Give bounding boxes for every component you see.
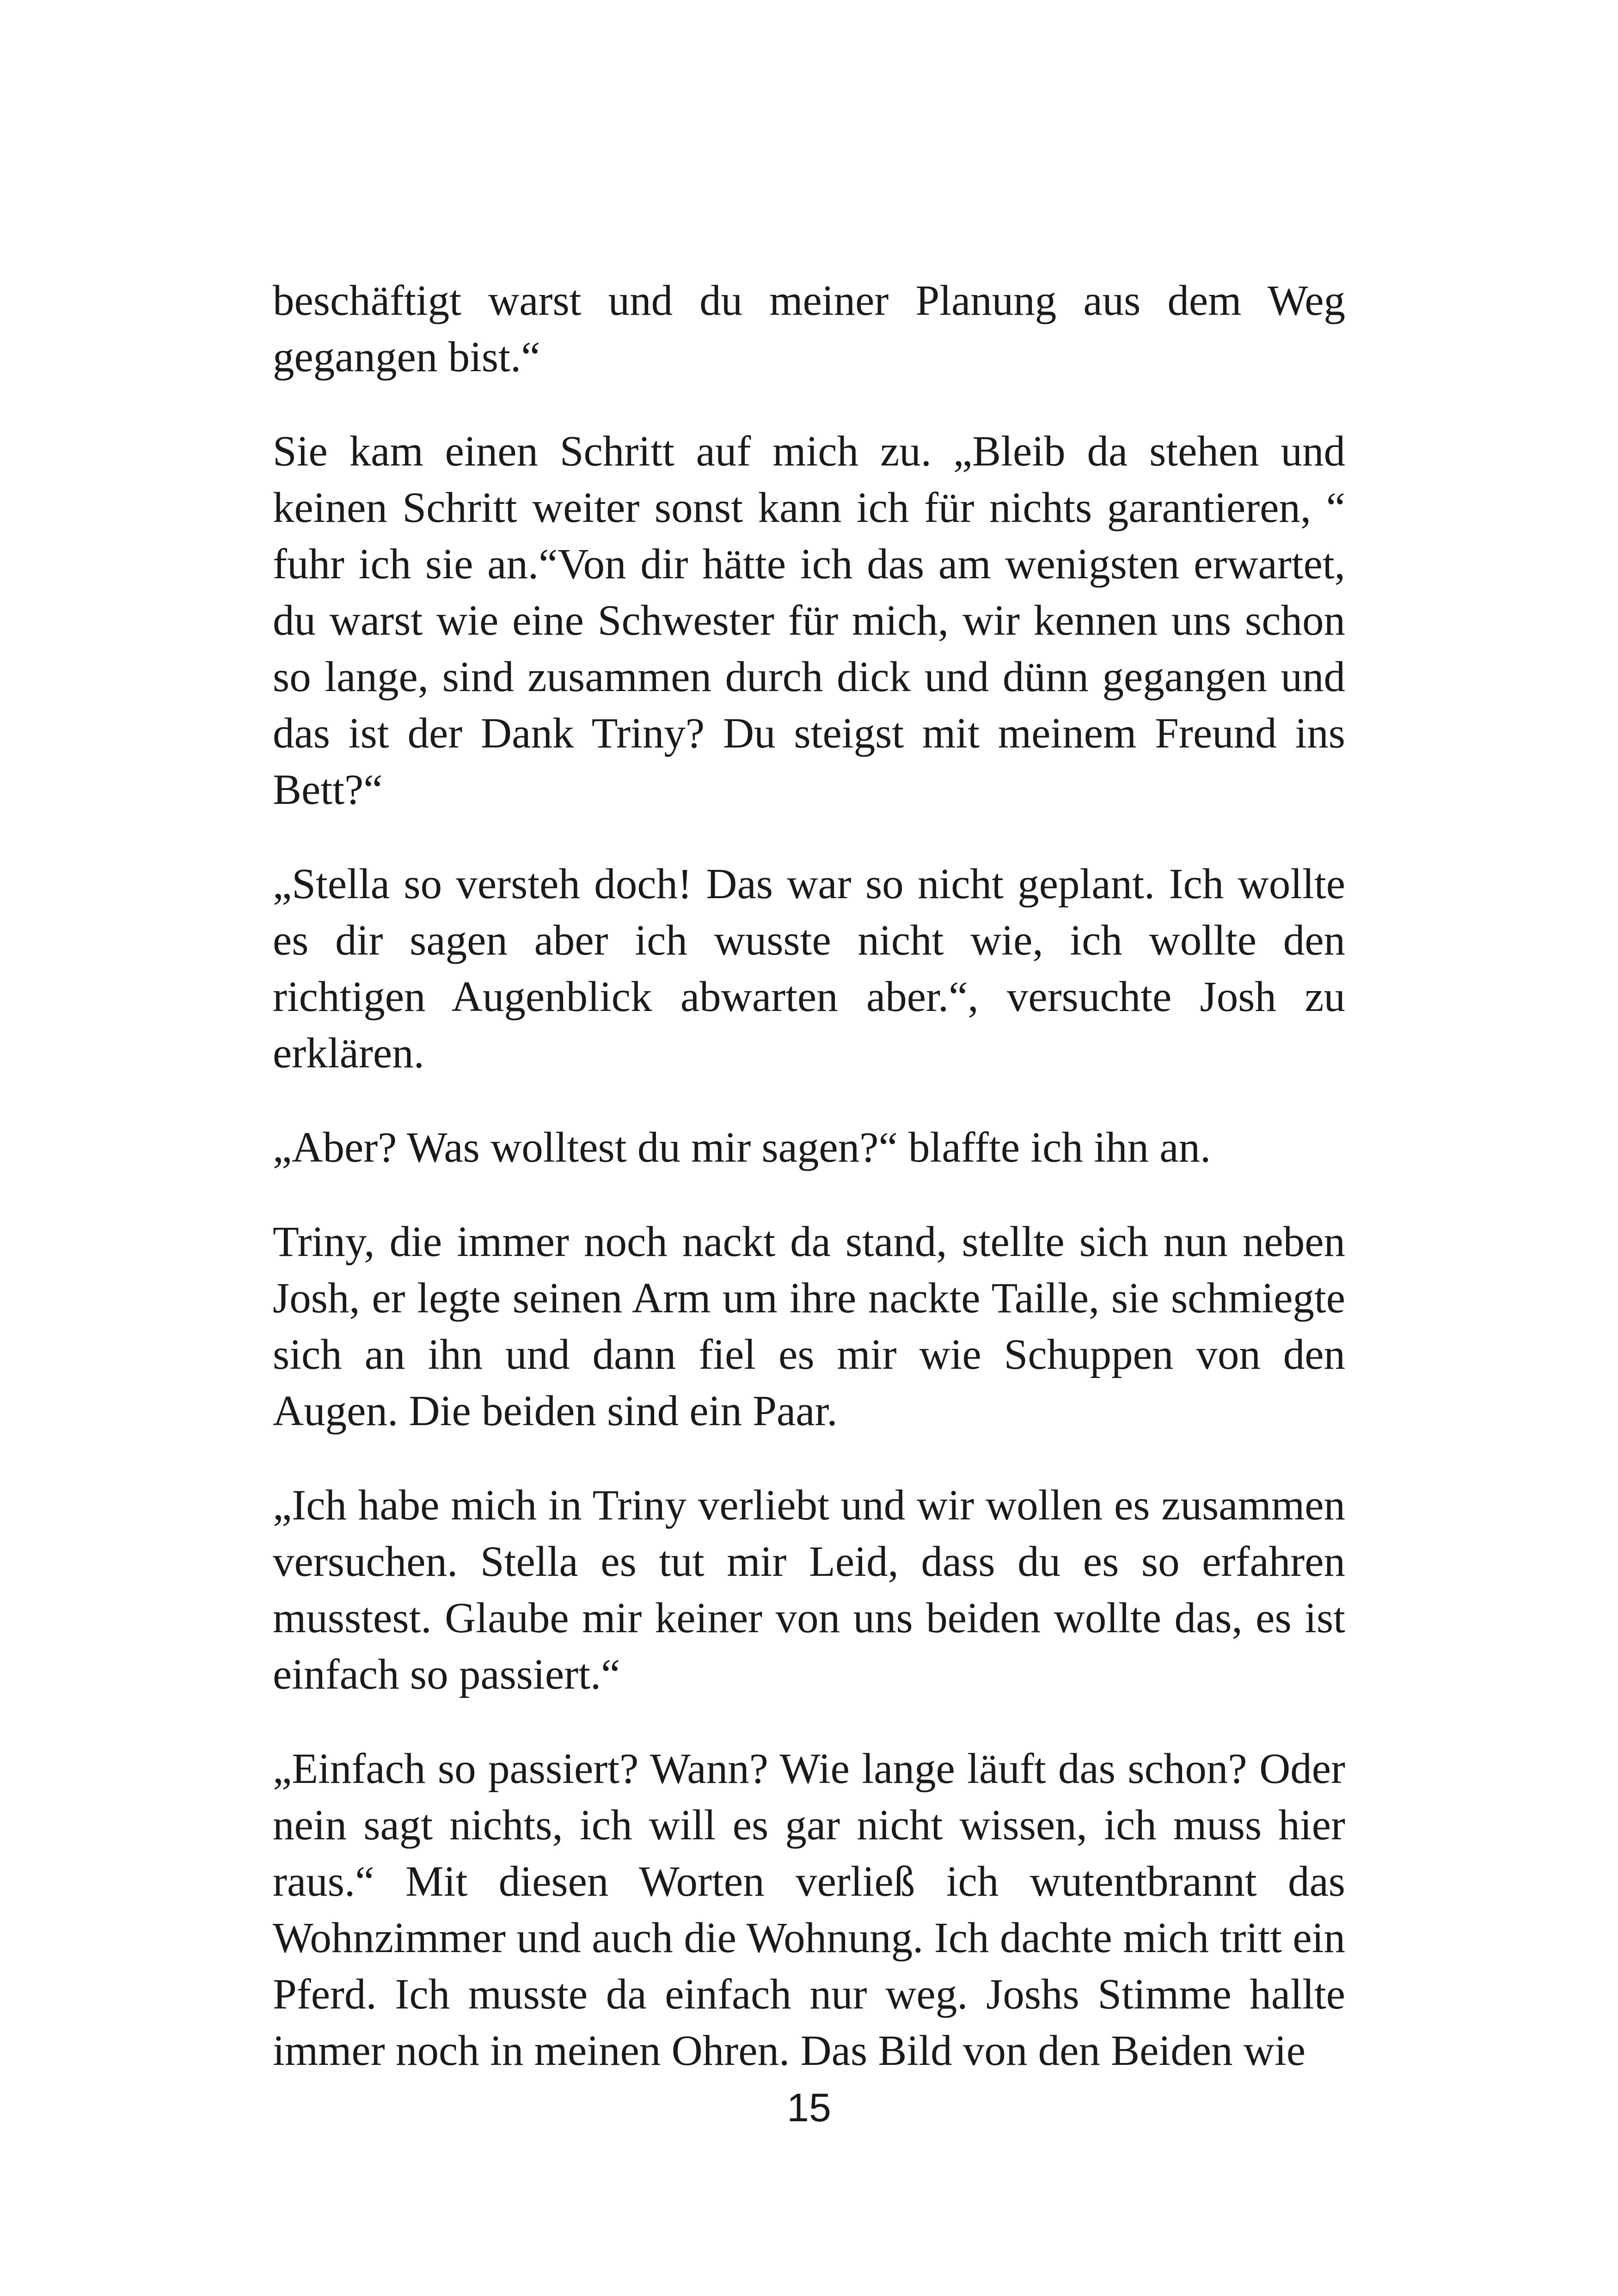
paragraph-7: „Einfach so passiert? Wann? Wie lange läuft das schon? Oder nein sagt nichts, ich will es gar nicht wissen, ich muss hier raus.“ Mit diesen Worten verließ ich wutentbrannt das Wohnzimmer und auch die Wohnung. Ich dachte mich tritt ein Pferd. Ich musste da einfach nur weg. Joshs Stimme hallte immer noch in meinen Ohren. Das Bild von den Beiden wie [273, 1745, 1345, 2075]
page-number: 15 [787, 2086, 831, 2130]
paragraph-2: Sie kam einen Schritt auf mich zu. „Bleib da stehen und keinen Schritt weiter sonst kann ich für nichts garantieren, “ fuhr ich sie an.“Von dir hätte ich das am wenigsten erwartet, du warst wie eine Schwester für mich, wir kennen uns schon so lange, sind zusammen durch dick und dünn gegangen und das ist der Dank Triny? Du steigst mit meinem Freund ins Bett?“ [273, 428, 1345, 814]
paragraph-3: „Stella so versteh doch! Das war so nicht geplant. Ich wollte es dir sagen aber ich wusste nicht wie, ich wollte den richtigen Augenblick abwarten aber.“, versuchte Josh zu erklären. [273, 860, 1345, 1077]
paragraph-5: Triny, die immer noch nackt da stand, stellte sich nun neben Josh, er legte seinen Arm um ihre nackte Taille, sie schmiegte sich an ihn und dann fiel es mir wie Schuppen von den Augen. Die beiden sind ein Paar. [273, 1218, 1345, 1435]
paragraph-4: „Aber? Was wolltest du mir sagen?“ blaffte ich ihn an. [273, 1124, 1211, 1171]
paragraph-1: beschäftigt warst und du meiner Planung aus dem Weg gegangen bist.“ [273, 277, 1345, 381]
paragraph-6: „Ich habe mich in Triny verliebt und wir wollen es zusammen versuchen. Stella es tut mir Leid, dass du es so erfahren musstest. Glaube mir keiner von uns beiden wollte das, es ist einfach so passiert.“ [273, 1482, 1345, 1698]
body-text [273, 273, 1345, 2117]
